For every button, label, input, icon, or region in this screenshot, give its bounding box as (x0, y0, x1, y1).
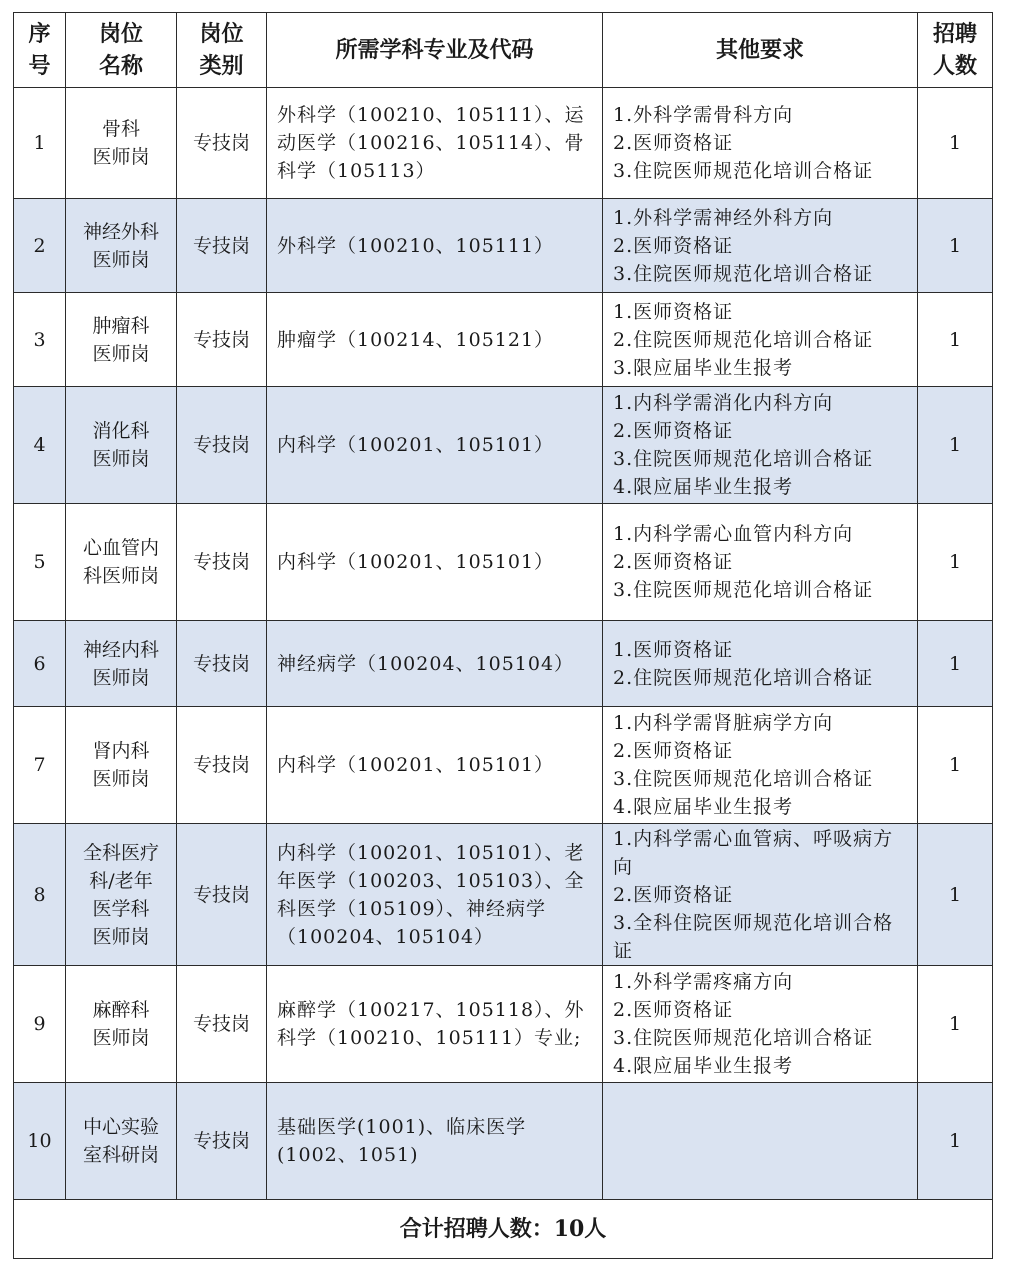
cell-major: 内科学（100201、105101） (267, 707, 603, 824)
cell-index: 3 (14, 293, 66, 387)
cell-major: 内科学（100201、105101） (267, 504, 603, 621)
table-row (14, 707, 993, 824)
cell-position-name: 消化科 医师岗 (66, 387, 177, 504)
cell-major: 内科学（100201、105101）、老年医学（100203、105103）、全科医学（105109）、神经病学（100204、105104） (267, 824, 603, 966)
table-row (14, 387, 993, 504)
cell-major: 肿瘤学（100214、105121） (267, 293, 603, 387)
cell-index: 10 (14, 1083, 66, 1200)
cell-count: 1 (918, 88, 993, 199)
cell-count: 1 (918, 824, 993, 966)
header-category: 岗位 类别 (177, 13, 267, 88)
cell-position-name: 全科医疗 科/老年 医学科 医师岗 (66, 824, 177, 966)
cell-position-name: 肾内科 医师岗 (66, 707, 177, 824)
cell-major: 神经病学（100204、105104） (267, 621, 603, 707)
cell-position-name: 心血管内 科医师岗 (66, 504, 177, 621)
table-row (14, 88, 993, 199)
header-count: 招聘 人数 (918, 13, 993, 88)
cell-requirements (603, 1083, 918, 1200)
cell-category: 专技岗 (177, 966, 267, 1083)
cell-category: 专技岗 (177, 621, 267, 707)
cell-requirements: 1.内科学需心血管内科方向 2.医师资格证 3.住院医师规范化培训合格证 (603, 504, 918, 621)
cell-requirements: 1.内科学需消化内科方向 2.医师资格证 3.住院医师规范化培训合格证 4.限应届毕业生报考 (603, 387, 918, 504)
cell-major: 外科学（100210、105111） (267, 199, 603, 293)
cell-index: 9 (14, 966, 66, 1083)
cell-position-name: 中心实验 室科研岗 (66, 1083, 177, 1200)
table-row (14, 293, 993, 387)
cell-index: 2 (14, 199, 66, 293)
cell-count: 1 (918, 293, 993, 387)
cell-category: 专技岗 (177, 504, 267, 621)
cell-count: 1 (918, 621, 993, 707)
cell-count: 1 (918, 966, 993, 1083)
cell-category: 专技岗 (177, 824, 267, 966)
cell-index: 6 (14, 621, 66, 707)
cell-index: 7 (14, 707, 66, 824)
header-major: 所需学科专业及代码 (267, 13, 603, 88)
cell-position-name: 麻醉科 医师岗 (66, 966, 177, 1083)
cell-requirements: 1.医师资格证 2.住院医师规范化培训合格证 (603, 621, 918, 707)
cell-position-name: 神经外科 医师岗 (66, 199, 177, 293)
cell-major: 麻醉学（100217、105118）、外科学（100210、105111）专业; (267, 966, 603, 1083)
table-row (14, 199, 993, 293)
table-row (14, 966, 993, 1083)
cell-category: 专技岗 (177, 88, 267, 199)
cell-category: 专技岗 (177, 387, 267, 504)
cell-index: 4 (14, 387, 66, 504)
cell-index: 8 (14, 824, 66, 966)
cell-category: 专技岗 (177, 1083, 267, 1200)
cell-category: 专技岗 (177, 707, 267, 824)
header-name: 岗位 名称 (66, 13, 177, 88)
table-row (14, 504, 993, 621)
cell-requirements: 1.内科学需肾脏病学方向 2.医师资格证 3.住院医师规范化培训合格证 4.限应届毕业生报考 (603, 707, 918, 824)
cell-requirements: 1.外科学需疼痛方向 2.医师资格证 3.住院医师规范化培训合格证 4.限应届毕业生报考 (603, 966, 918, 1083)
total-cell: 合计招聘人数：10人 (14, 1200, 993, 1259)
cell-category: 专技岗 (177, 199, 267, 293)
cell-count: 1 (918, 199, 993, 293)
cell-position-name: 神经内科 医师岗 (66, 621, 177, 707)
cell-count: 1 (918, 707, 993, 824)
cell-requirements: 1.内科学需心血管病、呼吸病方向 2.医师资格证 3.全科住院医师规范化培训合格证 (603, 824, 918, 966)
cell-requirements: 1.外科学需骨科方向 2.医师资格证 3.住院医师规范化培训合格证 (603, 88, 918, 199)
cell-requirements: 1.医师资格证 2.住院医师规范化培训合格证 3.限应届毕业生报考 (603, 293, 918, 387)
cell-index: 1 (14, 88, 66, 199)
cell-major: 基础医学(1001)、临床医学(1002、1051) (267, 1083, 603, 1200)
cell-major: 内科学（100201、105101） (267, 387, 603, 504)
cell-count: 1 (918, 387, 993, 504)
header-requirements: 其他要求 (603, 13, 918, 88)
cell-category: 专技岗 (177, 293, 267, 387)
cell-position-name: 骨科 医师岗 (66, 88, 177, 199)
header-row (14, 13, 993, 88)
total-row (14, 1200, 993, 1259)
table-row (14, 621, 993, 707)
table-row (14, 1083, 993, 1200)
recruitment-table (13, 12, 993, 1259)
cell-requirements: 1.外科学需神经外科方向 2.医师资格证 3.住院医师规范化培训合格证 (603, 199, 918, 293)
cell-count: 1 (918, 504, 993, 621)
cell-position-name: 肿瘤科 医师岗 (66, 293, 177, 387)
cell-index: 5 (14, 504, 66, 621)
header-index: 序 号 (14, 13, 66, 88)
table-row (14, 824, 993, 966)
cell-major: 外科学（100210、105111）、运动医学（100216、105114）、骨科学（105113） (267, 88, 603, 199)
cell-count: 1 (918, 1083, 993, 1200)
